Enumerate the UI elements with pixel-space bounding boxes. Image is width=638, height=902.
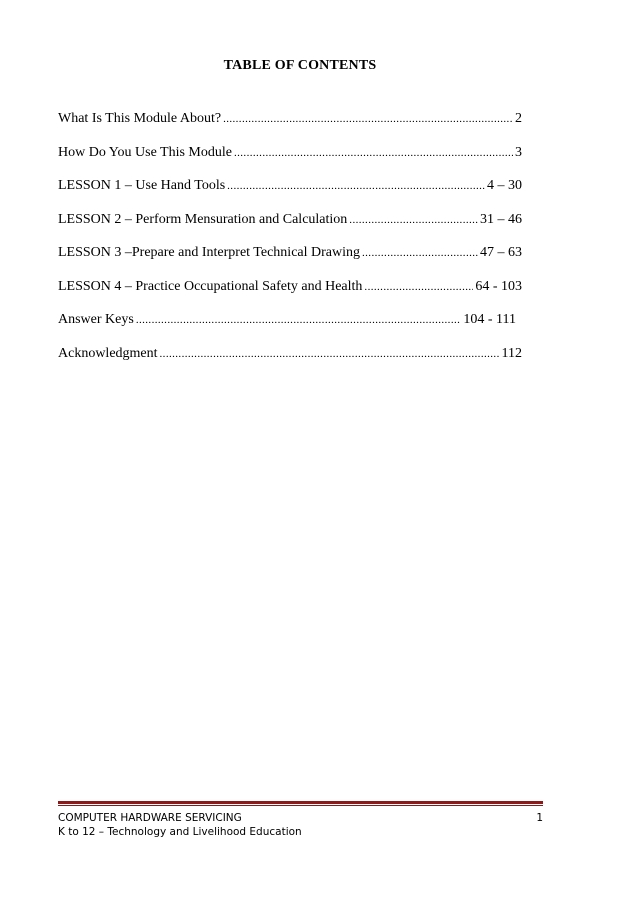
toc-entry-page: 104 - 111	[463, 312, 516, 327]
toc-entry-page: 3	[515, 144, 522, 160]
toc-entry-label: Acknowledgment	[58, 345, 158, 361]
footer-rule-thin	[58, 805, 543, 806]
toc-entry-module-about	[58, 111, 522, 145]
toc-entry-label: LESSON 2 – Perform Mensuration and Calculation	[58, 211, 348, 227]
dot-leader	[136, 314, 462, 326]
toc-entry-label: How Do You Use This Module	[58, 144, 232, 160]
dot-leader	[160, 348, 500, 360]
toc-entry-page: 112	[501, 345, 522, 361]
toc-entry-label: LESSON 3 –Prepare and Interpret Technical Drawing	[58, 245, 360, 260]
dot-leader	[349, 214, 478, 226]
toc-entry-label: LESSON 1 – Use Hand Tools	[58, 178, 226, 193]
toc-list	[58, 111, 522, 379]
toc-entry-lesson-4	[58, 279, 522, 313]
page-title: TABLE OF CONTENTS	[223, 58, 377, 73]
dot-leader	[234, 147, 513, 159]
dot-leader	[362, 247, 478, 259]
toc-entry-label: What Is This Module About?	[58, 111, 222, 126]
toc-entry-label: Answer Keys	[58, 312, 134, 327]
toc-entry-acknowledgment	[58, 346, 522, 380]
toc-entry-page: 64 - 103	[475, 278, 522, 294]
footer-rule-thick	[58, 801, 543, 804]
dot-leader	[223, 113, 513, 125]
footer-course-title: COMPUTER HARDWARE SERVICING	[58, 812, 242, 824]
toc-entry-lesson-2	[58, 212, 522, 246]
toc-entry-lesson-3	[58, 245, 522, 279]
toc-entry-page: 4 – 30	[487, 178, 522, 193]
toc-entry-page: 31 – 46	[480, 211, 522, 227]
toc-entry-lesson-1	[58, 178, 522, 212]
toc-entry-label: LESSON 4 – Practice Occupational Safety and Health	[58, 278, 363, 294]
toc-entry-how-to-use	[58, 145, 522, 179]
footer-program-title: K to 12 – Technology and Livelihood Education	[58, 826, 302, 838]
toc-entry-page: 2	[515, 111, 522, 126]
dot-leader	[227, 180, 485, 192]
dot-leader	[364, 281, 473, 293]
toc-entry-answer-keys	[58, 312, 516, 346]
toc-entry-page: 47 – 63	[480, 245, 522, 260]
footer-page-number: 1	[536, 812, 543, 824]
